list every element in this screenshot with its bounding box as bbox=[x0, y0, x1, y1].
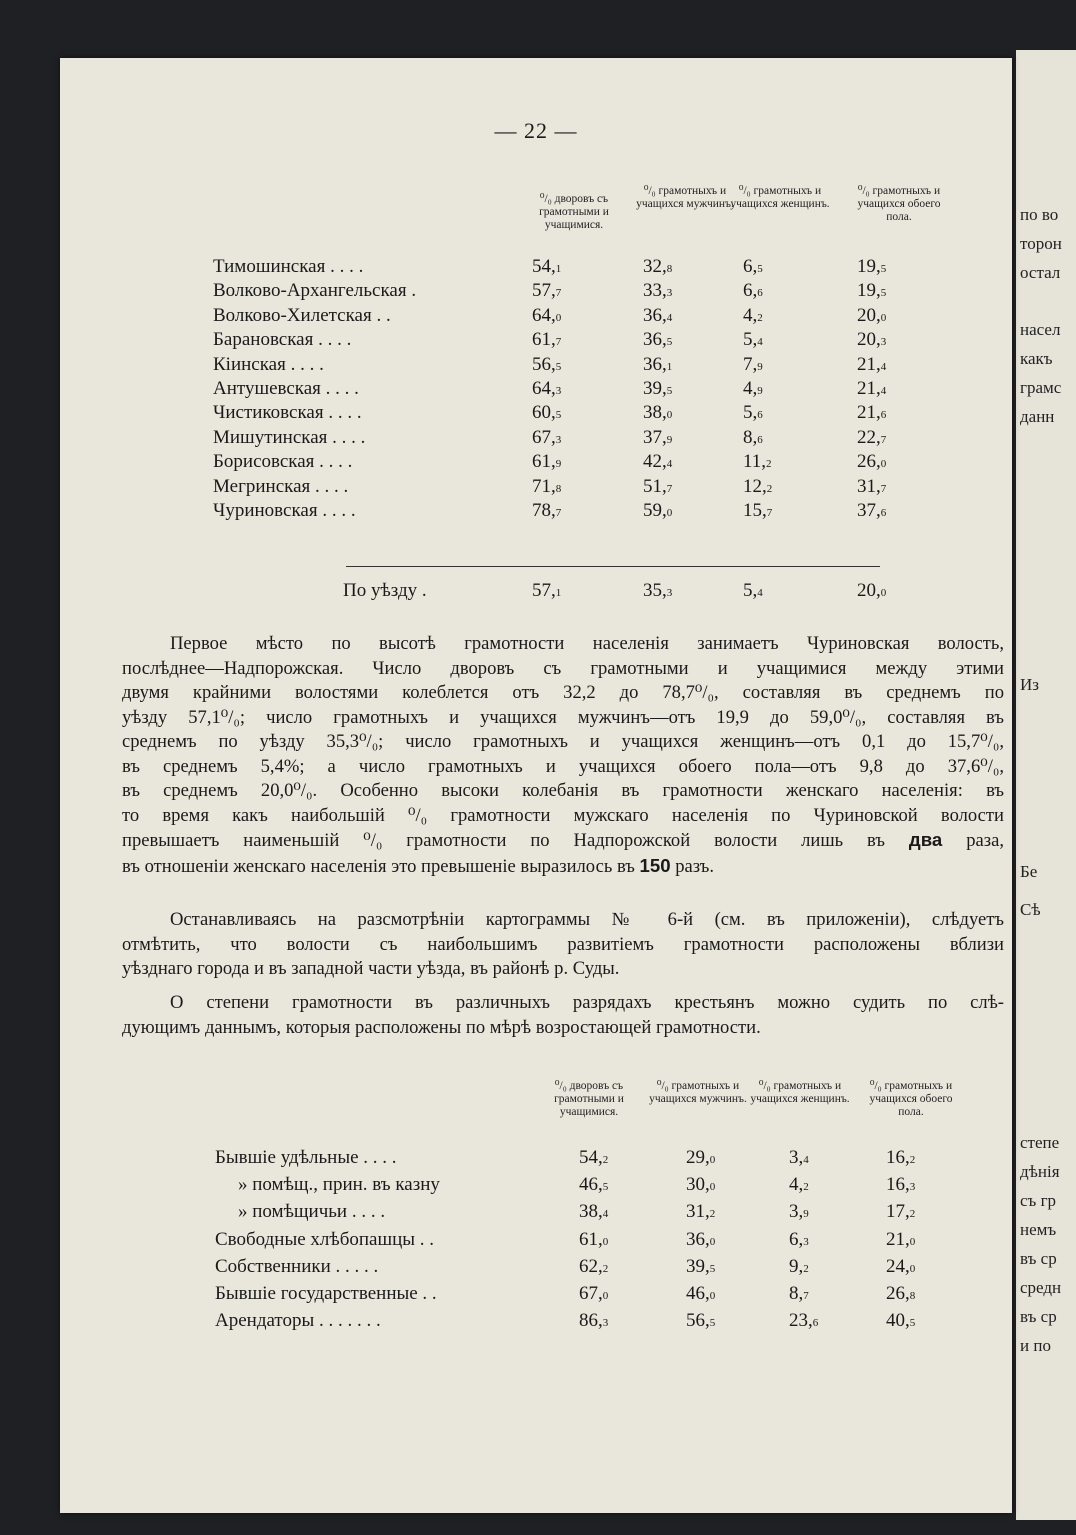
table2-cell: 3,4 bbox=[789, 1147, 809, 1168]
adjacent-page-text: остал bbox=[1020, 263, 1061, 282]
table1-cell: 19,5 bbox=[857, 280, 887, 302]
table2-cell: 16,2 bbox=[886, 1147, 916, 1168]
table1-row-name: Мегринская . . . . bbox=[213, 475, 349, 497]
table1-total-label: По уѣзду . bbox=[343, 580, 427, 601]
document-page bbox=[60, 58, 1012, 1513]
table1-cell: 7,9 bbox=[743, 353, 763, 375]
table1-total-rule bbox=[346, 566, 880, 567]
adjacent-page-text: въ ср bbox=[1020, 1249, 1057, 1268]
table2-cell: 56,5 bbox=[686, 1310, 716, 1332]
table1-cell: 54,1 bbox=[532, 256, 562, 277]
table2-cell: 38,4 bbox=[579, 1201, 609, 1223]
table1-row-name: Волково-Хилетская . . bbox=[213, 304, 391, 326]
table1-column-header: ⁰/₀ грамотныхъ и учащихся обоего пола. bbox=[857, 185, 941, 223]
table2-cell: 62,2 bbox=[579, 1255, 609, 1277]
table2-cell: 4,2 bbox=[789, 1174, 809, 1196]
table1-total-cell: 35,3 bbox=[643, 580, 673, 601]
text-line: О степени грамотности въ различныхъ разрядахъ крестьянъ можно судить по слѣ- bbox=[170, 992, 1004, 1013]
text-line: отмѣтить, что волости съ наибольшимъ развитiемъ грамотности расположены вблизи bbox=[122, 933, 1004, 955]
table1-cell: 36,4 bbox=[643, 304, 673, 326]
adjacent-page-text: Бе bbox=[1020, 862, 1038, 881]
table1-column-header: ⁰/₀ дворовъ съ грамотными и учащимися. bbox=[539, 193, 609, 231]
table1-cell: 37,9 bbox=[643, 426, 673, 448]
table1-total-cell: 57,1 bbox=[532, 580, 562, 601]
adjacent-page-text: Сѣ bbox=[1020, 900, 1041, 919]
table1-cell: 56,5 bbox=[532, 353, 562, 375]
table2-cell: 46,5 bbox=[579, 1174, 609, 1196]
adjacent-page-edge bbox=[1016, 50, 1076, 1520]
adjacent-page-text: въ ср bbox=[1020, 1307, 1057, 1326]
table2-cell: 3,9 bbox=[789, 1201, 809, 1223]
table2-row-name: » помѣщичьи . . . . bbox=[238, 1201, 386, 1223]
table1-row-name: Борисовская . . . . bbox=[213, 451, 353, 473]
page-number: — 22 — bbox=[494, 118, 578, 143]
adjacent-page-text: немъ bbox=[1020, 1220, 1057, 1239]
adjacent-page-text: степе bbox=[1020, 1133, 1060, 1152]
table1-cell: 39,5 bbox=[643, 378, 673, 399]
adjacent-page-text: данн bbox=[1020, 407, 1055, 426]
adjacent-page-text: и по bbox=[1020, 1336, 1051, 1355]
table2-column-header: ⁰/₀ грамотныхъ и учащихся обоего пола. bbox=[869, 1080, 953, 1118]
adjacent-page-text: съ гр bbox=[1020, 1191, 1057, 1210]
adjacent-page-text: торон bbox=[1020, 234, 1062, 253]
table2-cell: 8,7 bbox=[789, 1283, 809, 1304]
adjacent-page-text: грамс bbox=[1020, 378, 1062, 397]
table1-cell: 15,7 bbox=[743, 500, 773, 521]
table1-cell: 22,7 bbox=[857, 426, 887, 448]
table1-column-header: ⁰/₀ грамотныхъ и учащихся женщинъ. bbox=[730, 185, 830, 210]
table2-cell: 36,0 bbox=[686, 1228, 716, 1250]
table1-cell: 57,7 bbox=[532, 280, 562, 302]
table1-cell: 21,4 bbox=[857, 353, 887, 375]
text-line: Останавливаясь на разсмотрѣнiи картограммы № 6-й (см. въ приложенiи), слѣдуетъ bbox=[170, 909, 1004, 930]
text-line: въ среднемъ 20,0⁰/₀. Особенно высоки колебанiя въ грамотности женскаго населенiя: въ bbox=[122, 780, 1004, 801]
table2-row-name: Арендаторы . . . . . . . bbox=[215, 1310, 381, 1332]
table1-row-name: Барановская . . . . bbox=[213, 329, 352, 351]
table1-cell: 33,3 bbox=[643, 280, 673, 302]
paragraph bbox=[122, 632, 1004, 879]
table1-total-cell: 5,4 bbox=[743, 580, 763, 601]
table1-cell: 78,7 bbox=[532, 500, 562, 521]
table1-cell: 6,6 bbox=[743, 280, 763, 302]
table1-cell: 21,6 bbox=[857, 402, 887, 424]
text-line: уѣзду 57,1⁰/₀; число грамотныхъ и учащихся мужчинъ—отъ 19,9 до 59,0⁰/₀, составляя въ bbox=[122, 706, 1004, 728]
text-line: Первое мѣсто по высотѣ грамотности населенiя занимаетъ Чуриновская волость, bbox=[170, 633, 1004, 654]
table2-cell: 29,0 bbox=[686, 1147, 716, 1168]
table1-cell: 38,0 bbox=[643, 402, 673, 424]
text-line: то время какъ наибольшiй ⁰/₀ грамотности мужскаго населенiя по Чуриновской волости bbox=[122, 804, 1004, 826]
paragraph bbox=[122, 908, 1004, 982]
text-line: двумя крайними волостями колеблется отъ 32,2 до 78,7⁰/₀, составляя въ среднемъ по bbox=[122, 682, 1004, 703]
table2-row-name: Бывшiе удѣльные . . . . bbox=[215, 1147, 397, 1168]
table1-cell: 59,0 bbox=[643, 500, 673, 521]
table2-cell: 17,2 bbox=[886, 1201, 916, 1223]
table2-row-name: » помѣщ., прин. въ казну bbox=[238, 1174, 440, 1196]
table2-row-name: Собственники . . . . . bbox=[215, 1255, 379, 1277]
table2-cell: 30,0 bbox=[686, 1174, 716, 1196]
table1-cell: 71,8 bbox=[532, 475, 562, 497]
table1-cell: 36,5 bbox=[643, 329, 673, 351]
table1-cell: 4,9 bbox=[743, 378, 763, 399]
text-line: уѣзднаго города и въ западной части уѣзда, въ районѣ р. Суды. bbox=[122, 958, 620, 979]
table2-column-header: ⁰/₀ грамотныхъ и учащихся женщинъ. bbox=[750, 1080, 850, 1105]
table2-cell: 16,3 bbox=[886, 1174, 916, 1196]
table1-cell: 11,2 bbox=[743, 451, 772, 473]
table1-cell: 20,0 bbox=[857, 304, 887, 326]
table2-cell: 61,0 bbox=[579, 1228, 609, 1250]
table2-cell: 23,6 bbox=[789, 1310, 819, 1332]
table1-cell: 61,7 bbox=[532, 329, 562, 351]
table1-cell: 37,6 bbox=[857, 500, 887, 521]
table1-row-name: Мишутинская . . . . bbox=[213, 426, 366, 448]
text-line: среднемъ по уѣзду 35,3⁰/₀; число грамотныхъ и учащихся женщинъ—отъ 0,1 до 15,7⁰/₀, bbox=[122, 731, 1004, 752]
adjacent-page-text: насел bbox=[1020, 320, 1061, 339]
table1-cell: 51,7 bbox=[643, 475, 673, 497]
adjacent-page-text: дѣнія bbox=[1020, 1162, 1060, 1181]
table1-cell: 61,9 bbox=[532, 451, 562, 473]
adjacent-page-text: средн bbox=[1020, 1278, 1062, 1297]
table1-total-cell: 20,0 bbox=[857, 580, 887, 601]
table2-column-header: ⁰/₀ дворовъ съ грамотными и учащимися. bbox=[554, 1080, 624, 1118]
table1-cell: 6,5 bbox=[743, 256, 763, 277]
table1-cell: 64,3 bbox=[532, 378, 562, 399]
table1-cell: 64,0 bbox=[532, 304, 562, 326]
paragraph bbox=[122, 991, 1004, 1040]
table2-cell: 21,0 bbox=[886, 1228, 916, 1250]
text-line: въ отношенiи женскаго населенiя это превышенiе выразилось въ 150 разъ. bbox=[122, 854, 715, 877]
table2-row-name: Бывшiе государственные . . bbox=[215, 1283, 437, 1304]
table1-cell: 5,4 bbox=[743, 329, 763, 351]
table1-column-header: ⁰/₀ грамотныхъ и учащихся мужчинъ. bbox=[636, 185, 734, 210]
table1-row-name: Кiинская . . . . bbox=[213, 353, 324, 375]
table1-cell: 4,2 bbox=[743, 304, 763, 326]
text-line: въ среднемъ 5,4%; а число грамотныхъ и учащихся обоего пола—отъ 9,8 до 37,6⁰/₀, bbox=[122, 755, 1004, 777]
text-line: послѣднее—Надпорожская. Число дворовъ съ грамотными и учащимися между этими bbox=[122, 657, 1004, 679]
table1-cell: 12,2 bbox=[743, 475, 773, 497]
table2-column-header: ⁰/₀ грамотныхъ и учащихся мужчинъ. bbox=[649, 1080, 747, 1105]
table2-cell: 24,0 bbox=[886, 1255, 916, 1277]
table2-cell: 40,5 bbox=[886, 1310, 916, 1332]
table1-cell: 67,3 bbox=[532, 426, 562, 448]
table1-row-name: Тимошинская . . . . bbox=[213, 256, 364, 277]
table1-cell: 20,3 bbox=[857, 329, 887, 351]
text-line: дующимъ даннымъ, которыя расположены по мѣрѣ возростающей грамотности. bbox=[122, 1016, 761, 1038]
table2-cell: 6,3 bbox=[789, 1228, 809, 1250]
table1-cell: 32,8 bbox=[643, 256, 673, 277]
table1-row-name: Чистиковская . . . . bbox=[213, 402, 362, 424]
table2-cell: 9,2 bbox=[789, 1255, 809, 1277]
table1-cell: 26,0 bbox=[857, 451, 887, 473]
table1-cell: 21,4 bbox=[857, 378, 887, 399]
table1-row-name: Антушевская . . . . bbox=[213, 378, 359, 399]
table2-cell: 39,5 bbox=[686, 1255, 716, 1277]
table2-cell: 26,8 bbox=[886, 1283, 916, 1304]
adjacent-page-text: какъ bbox=[1020, 349, 1053, 368]
table1-cell: 5,6 bbox=[743, 402, 763, 424]
text-line: превышаетъ наименьшiй ⁰/₀ грамотности по Надпорожской волости лишь въ два раза, bbox=[122, 829, 1004, 851]
table2-cell: 54,2 bbox=[579, 1147, 609, 1168]
table1-row-name: Волково-Архангельская . bbox=[213, 280, 417, 302]
table2-cell: 31,2 bbox=[686, 1201, 716, 1223]
table1-cell: 60,5 bbox=[532, 402, 562, 424]
table1-cell: 19,5 bbox=[857, 256, 887, 277]
table1-row-name: Чуриновская . . . . bbox=[213, 500, 356, 521]
table2-cell: 86,3 bbox=[579, 1310, 609, 1332]
table2-cell: 67,0 bbox=[579, 1283, 609, 1304]
table1-cell: 31,7 bbox=[857, 475, 887, 497]
table1-cell: 8,6 bbox=[743, 426, 763, 448]
table1-cell: 36,1 bbox=[643, 353, 673, 375]
table2-cell: 46,0 bbox=[686, 1283, 716, 1304]
adjacent-page-text: Из bbox=[1020, 675, 1039, 694]
adjacent-page-text: по во bbox=[1020, 205, 1059, 224]
table2-row-name: Свободные хлѣбопашцы . . bbox=[215, 1228, 435, 1250]
table1-cell: 42,4 bbox=[643, 451, 673, 473]
